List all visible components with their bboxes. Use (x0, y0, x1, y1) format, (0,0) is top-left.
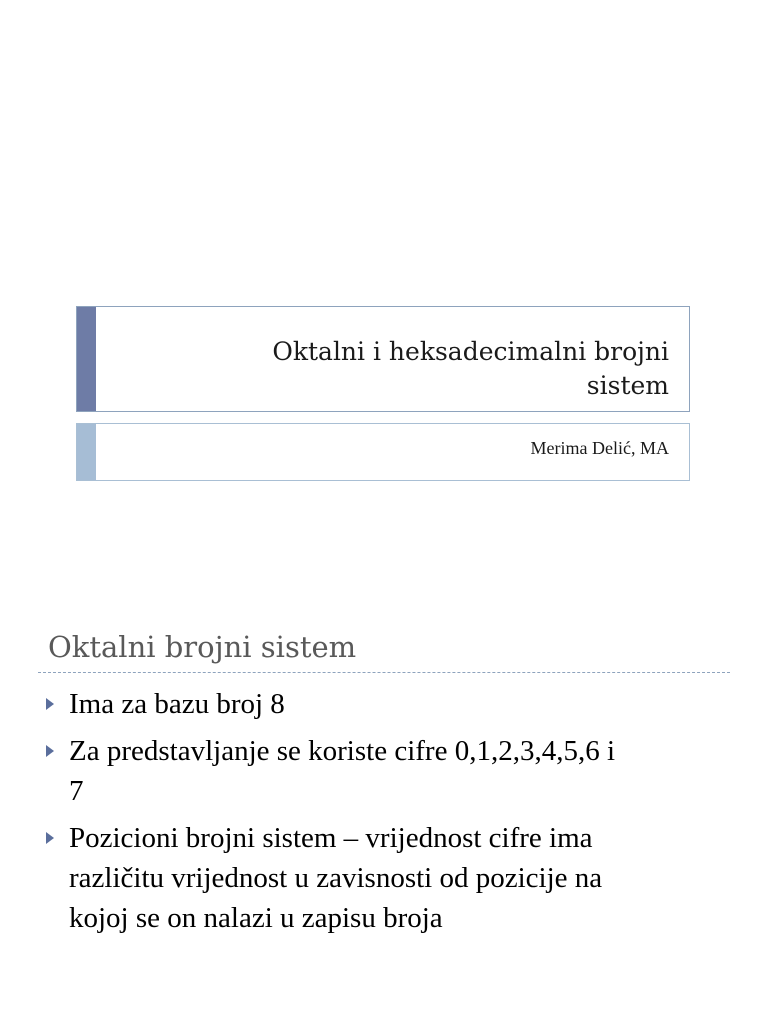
bullet-line: Ima za bazu broj 8 (69, 688, 285, 720)
bullet-line: Za predstavljanje se koriste cifre 0,1,2,3,4,5,6 i (69, 735, 616, 767)
bullet-item (46, 684, 726, 724)
title-box (76, 306, 690, 412)
triangle-right-icon (46, 745, 54, 757)
subtitle-accent-bar (77, 424, 96, 480)
bullet-line: različitu vrijednost u zavisnosti od pozicije na (69, 862, 603, 894)
bullet-item (46, 731, 726, 811)
bullet-line: kojoj se on nalazi u zapisu broja (69, 902, 443, 934)
title-accent-bar (77, 307, 96, 411)
presentation-title (169, 335, 669, 403)
presentation-author: Merima Delić, MA (530, 438, 669, 458)
subtitle-box (76, 423, 690, 481)
bullet-line: Pozicioni brojni sistem – vrijednost cifre ima (69, 822, 593, 854)
bullet-line: 7 (69, 775, 84, 807)
content-slide (0, 576, 768, 1024)
bullet-list (46, 684, 726, 945)
slide-title: Oktalni brojni sistem (48, 630, 357, 664)
triangle-right-icon (46, 698, 54, 710)
bullet-item (46, 818, 726, 938)
title-line-1: Oktalni i heksadecimalni brojni (272, 337, 669, 366)
title-divider (38, 672, 730, 673)
triangle-right-icon (46, 832, 54, 844)
title-line-2: sistem (586, 371, 669, 400)
